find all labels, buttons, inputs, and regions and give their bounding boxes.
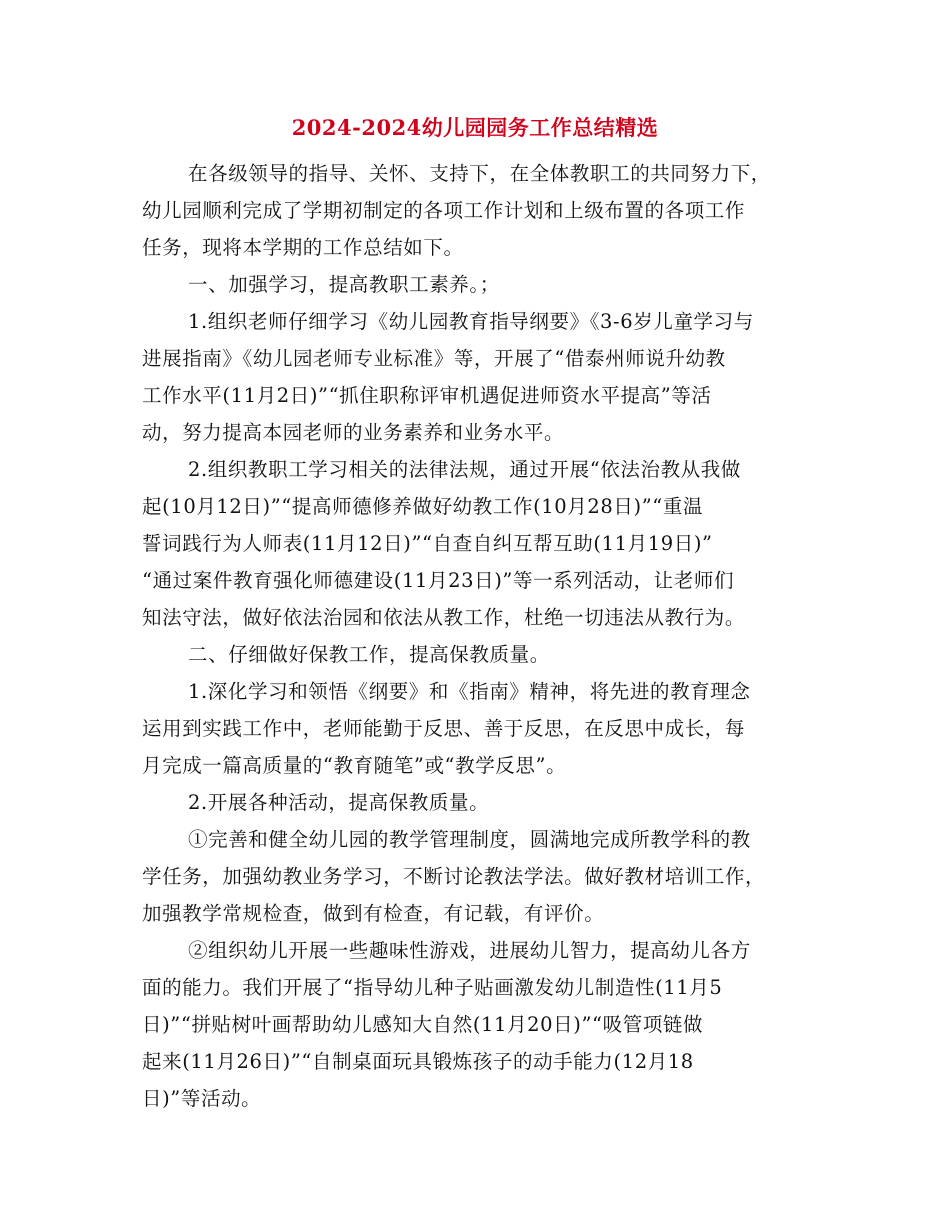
text-line: ①完善和健全幼儿园的教学管理制度，圆满地完成所教学科的教 xyxy=(188,828,751,851)
text-line: ②组织幼儿开展一些趣味性游戏，进展幼儿智力，提高幼儿各方 xyxy=(188,939,751,962)
text-line: 面的能力。我们开展了“指导幼儿种子贴画激发幼儿制造性(11月5 xyxy=(142,976,723,999)
text-line: 在各级领导的指导、关怀、支持下，在全体教职工的共同努力下， xyxy=(188,162,771,185)
text-line: 日)”等活动。 xyxy=(142,1087,262,1110)
document-title: 2024-2024幼儿园园务工作总结精选 xyxy=(291,115,659,140)
text-line: 知法守法，做好依法治园和依法从教工作，杜绝一切违法从教行为。 xyxy=(142,606,746,629)
text-line: 加强教学常规检查，做到有检查，有记载，有评价。 xyxy=(142,902,605,925)
text-line: 运用到实践工作中，老师能勤于反思、善于反思，在反思中成长，每 xyxy=(142,717,746,740)
text-line: 学任务，加强幼教业务学习，不断讨论教法学法。做好教材培训工作， xyxy=(142,865,766,888)
text-line: 二、仔细做好保教工作，提高保教质量。 xyxy=(188,643,550,666)
text-line: 幼儿园顺利完成了学期初制定的各项工作计划和上级布置的各项工作 xyxy=(142,199,746,222)
text-line: 日)”“拼贴树叶画帮助幼儿感知大自然(11月20日)”“吸管项链做 xyxy=(142,1013,704,1036)
text-line: 月完成一篇高质量的“教育随笔”或“教学反思”。 xyxy=(142,754,567,777)
text-line: 起来(11月26日)”“自制桌面玩具锻炼孩子的动手能力(12月18 xyxy=(142,1050,694,1073)
text-line: 工作水平(11月2日)”“抓住职称评审机遇促进师资水平提高”等活 xyxy=(142,384,712,407)
text-line: 1.深化学习和领悟《纲要》和《指南》精神，将先进的教育理念 xyxy=(188,680,751,703)
text-line: 起(10月12日)”“提高师德修养做好幼教工作(10月28日)”“重温 xyxy=(142,495,704,518)
text-line: 2.开展各种活动，提高保教质量。 xyxy=(188,791,490,814)
text-line: 誓词践行为人师表(11月12日)”“自查自纠互帮互助(11月19日)” xyxy=(142,532,713,555)
text-line: 1.组织老师仔细学习《幼儿园教育指导纲要》《3-6岁儿童学习与 xyxy=(188,310,754,333)
text-line: 任务，现将本学期的工作总结如下。 xyxy=(142,236,464,259)
text-line: 动，努力提高本园老师的业务素养和业务水平。 xyxy=(142,421,565,444)
text-line: 2.组织教职工学习相关的法律法规，通过开展“依法治教从我做 xyxy=(188,458,741,481)
text-line: 一、加强学习，提高教职工素养。； xyxy=(188,273,500,296)
text-line: 进展指南》《幼儿园老师专业标准》等，开展了“借泰州师说升幼教 xyxy=(142,347,726,370)
text-line: “通过案件教育强化师德建设(11月23日)”等一系列活动，让老师们 xyxy=(142,569,735,592)
